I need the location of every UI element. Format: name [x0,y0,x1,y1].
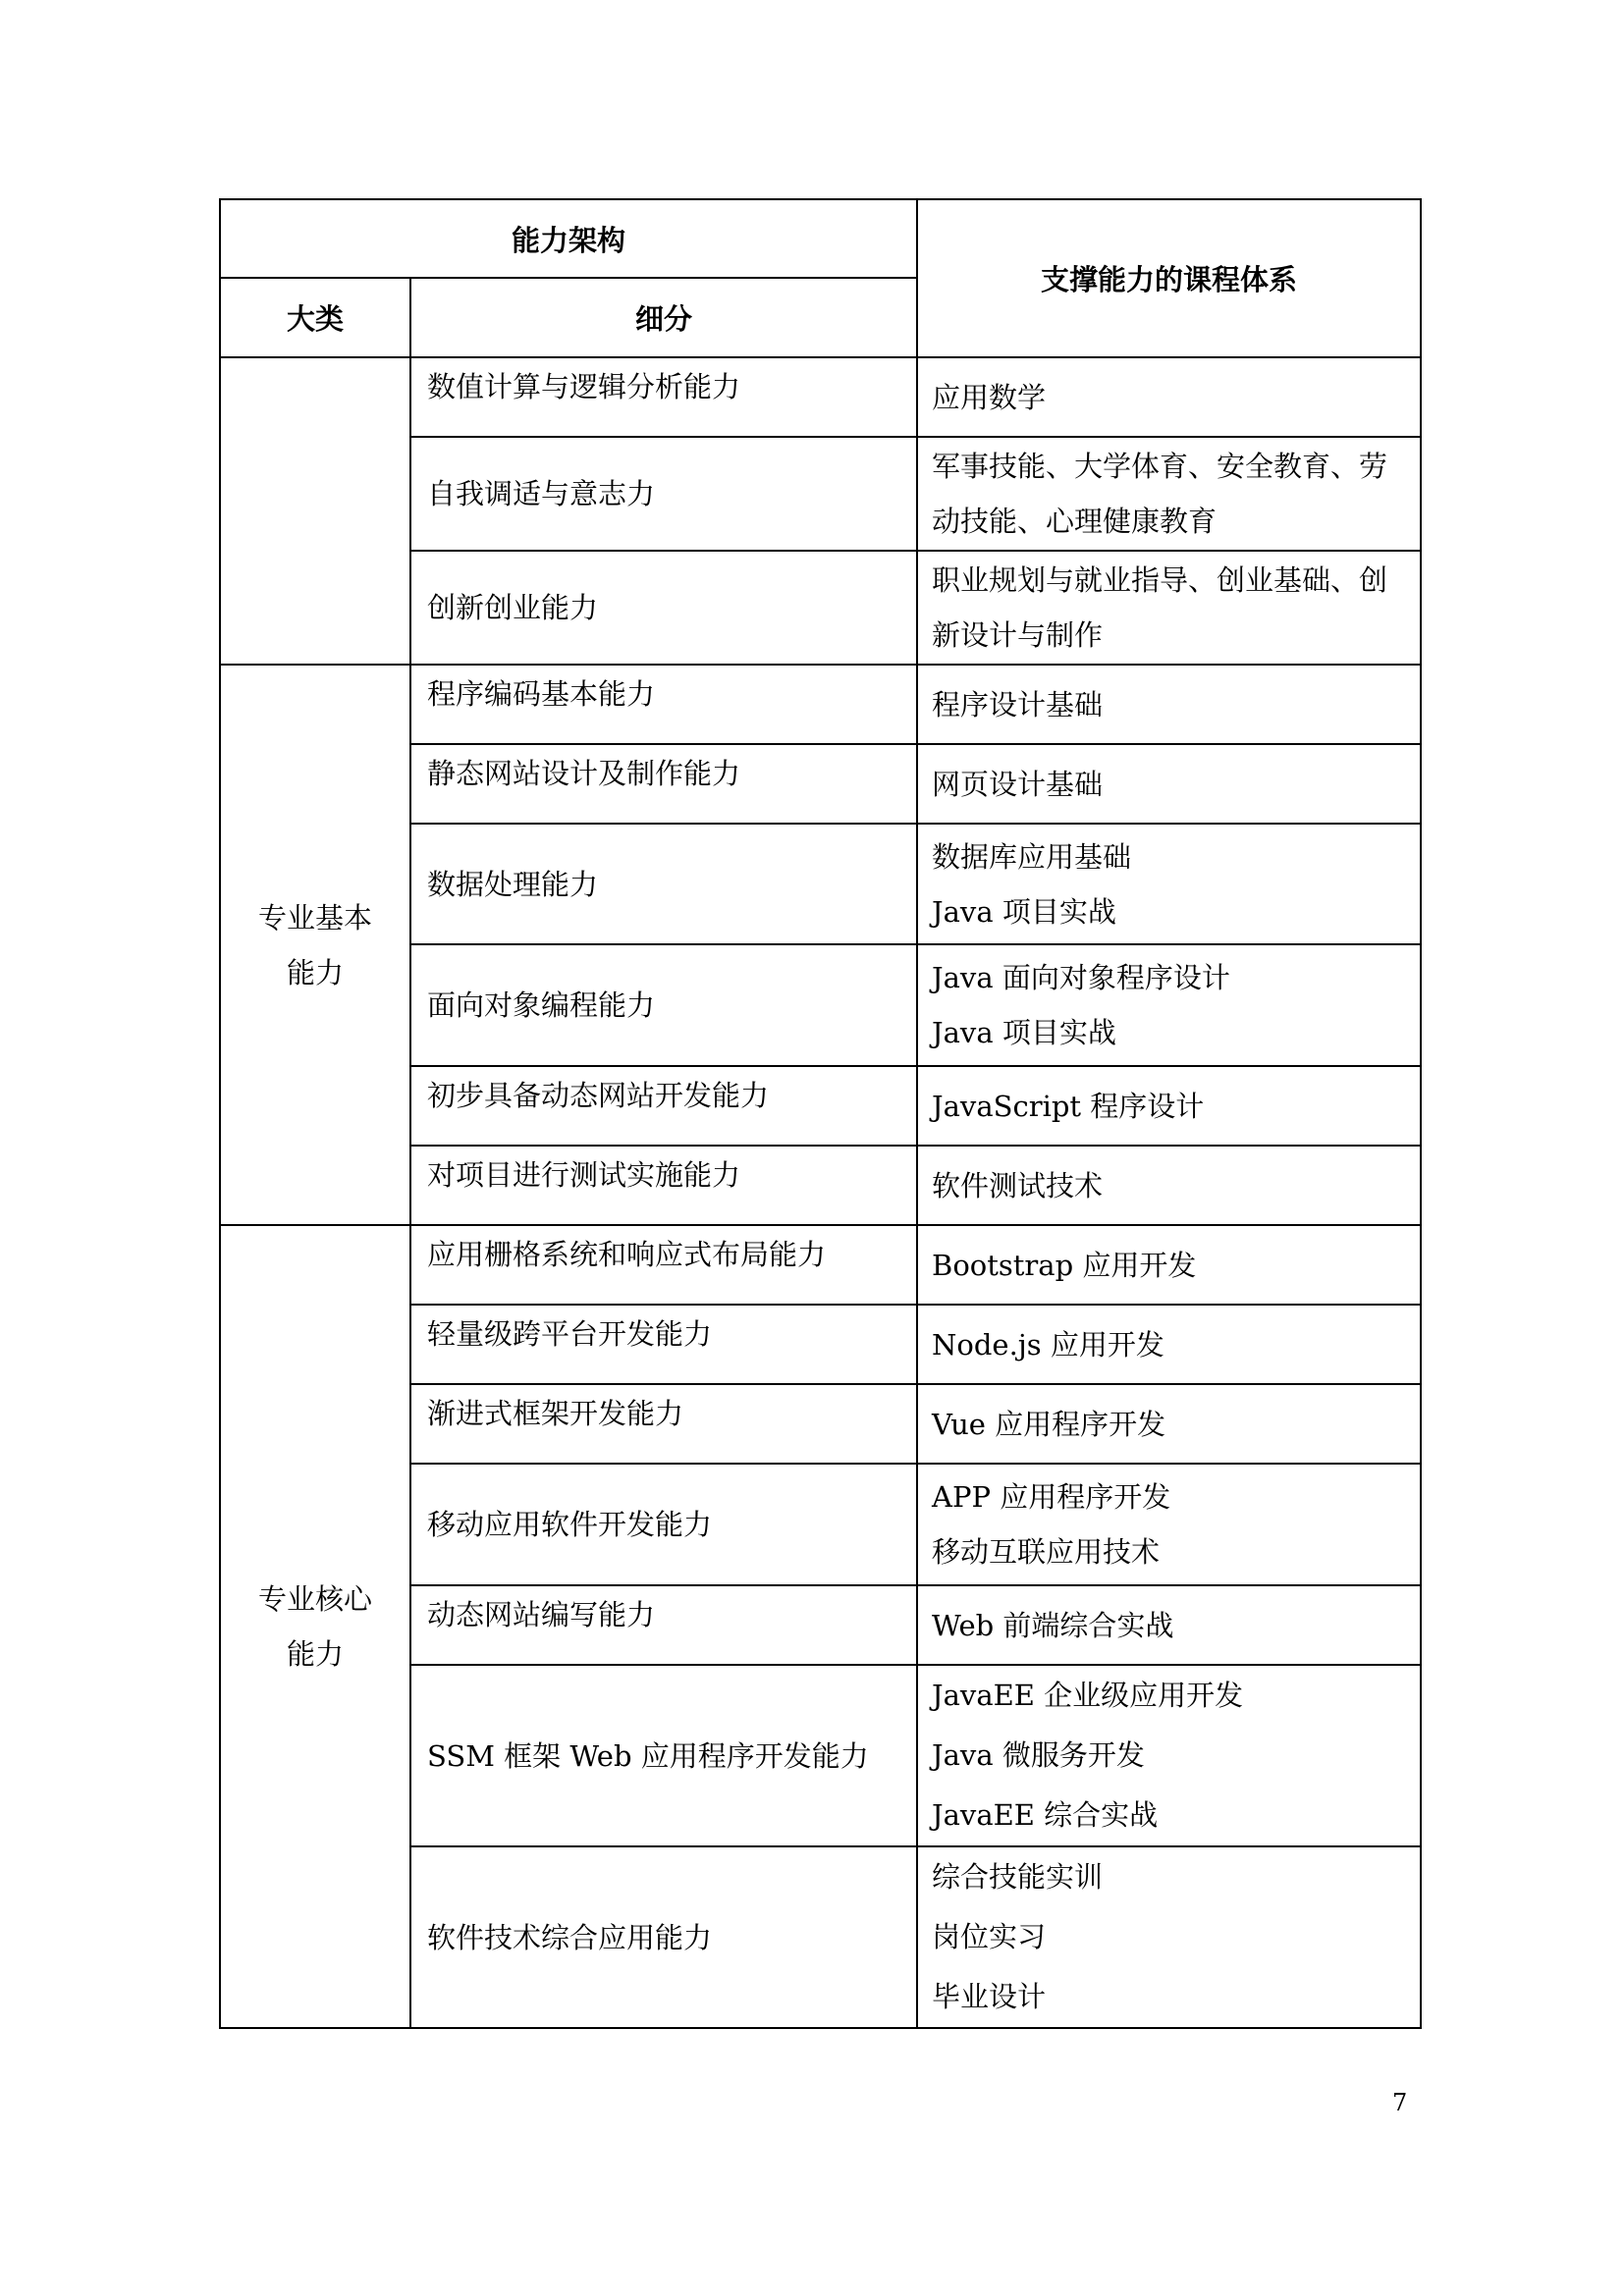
course-cell [917,1464,1421,1585]
ability-cell: 自我调适与意志力 [410,437,917,551]
ability-cell: 动态网站编写能力 [410,1585,917,1665]
ability-cell: 静态网站设计及制作能力 [410,744,917,824]
ability-cell: SSM 框架 Web 应用程序开发能力 [410,1665,917,1846]
course-item: 综合技能实训 [932,1860,1104,1894]
course-cell [917,1066,1421,1146]
course-item: 程序设计基础 [932,687,1104,721]
course-item: JavaEE 企业级应用开发 [932,1679,1244,1712]
course-item: 软件测试技术 [932,1168,1104,1202]
course-cell [917,744,1421,824]
course-cell [917,1585,1421,1665]
course-item: Node.js 应用开发 [932,1327,1164,1362]
course-cell [917,1305,1421,1384]
ability-cell: 初步具备动态网站开发能力 [410,1066,917,1146]
ability-cell: 轻量级跨平台开发能力 [410,1305,917,1384]
category-label: 专业基本能力 [257,900,372,989]
ability-cell: 对项目进行测试实施能力 [410,1146,917,1225]
course-item: Java 微服务开发 [932,1738,1145,1772]
ability-cell: 软件技术综合应用能力 [410,1846,917,2028]
page-number: 7 [1392,2089,1408,2116]
course-item: JavaEE 综合实战 [932,1798,1159,1832]
header-course-system: 支撑能力的课程体系 [917,199,1421,357]
course-item: Java 面向对象程序设计 [932,961,1230,994]
course-item: 毕业设计 [932,1980,1047,2013]
course-item: 移动互联应用技术 [932,1535,1161,1569]
ability-cell: 移动应用软件开发能力 [410,1464,917,1585]
course-item: Bootstrap 应用开发 [932,1248,1197,1282]
course-item: 数据库应用基础 [932,839,1132,874]
course-cell [917,944,1421,1066]
header-ability-framework: 能力架构 [220,199,917,278]
course-cell [917,437,1421,551]
course-item: JavaScript 程序设计 [932,1089,1205,1123]
category-cell [220,665,410,1225]
course-cell [917,1225,1421,1305]
ability-course-table [219,198,1422,2029]
ability-cell: 程序编码基本能力 [410,665,917,744]
course-cell [917,824,1421,944]
course-cell [917,665,1421,744]
course-cell [917,1384,1421,1464]
course-cell [917,1846,1421,2028]
course-item: 岗位实习 [932,1920,1047,1953]
category-cell [220,357,410,665]
ability-cell: 创新创业能力 [410,551,917,665]
category-label: 专业核心能力 [257,1582,372,1671]
header-category: 大类 [220,278,410,357]
ability-cell: 应用栅格系统和响应式布局能力 [410,1225,917,1305]
course-cell [917,551,1421,665]
course-cell [917,1146,1421,1225]
course-item: Java 项目实战 [932,1016,1116,1049]
course-item: 应用数学 [932,380,1047,414]
course-item: 网页设计基础 [932,767,1104,801]
ability-cell: 面向对象编程能力 [410,944,917,1066]
course-item: Web 前端综合实战 [932,1608,1174,1642]
ability-cell: 数值计算与逻辑分析能力 [410,357,917,437]
course-item: 职业规划与就业指导、创业基础、创新设计与制作 [932,563,1388,652]
course-item: APP 应用程序开发 [932,1480,1171,1514]
header-subcategory: 细分 [410,278,917,357]
course-item: Vue 应用程序开发 [932,1407,1166,1441]
course-cell [917,357,1421,437]
ability-cell: 数据处理能力 [410,824,917,944]
course-cell [917,1665,1421,1846]
course-item: Java 项目实战 [932,894,1116,929]
category-cell [220,1225,410,2028]
course-item: 军事技能、大学体育、安全教育、劳动技能、心理健康教育 [932,450,1388,538]
ability-cell: 渐进式框架开发能力 [410,1384,917,1464]
